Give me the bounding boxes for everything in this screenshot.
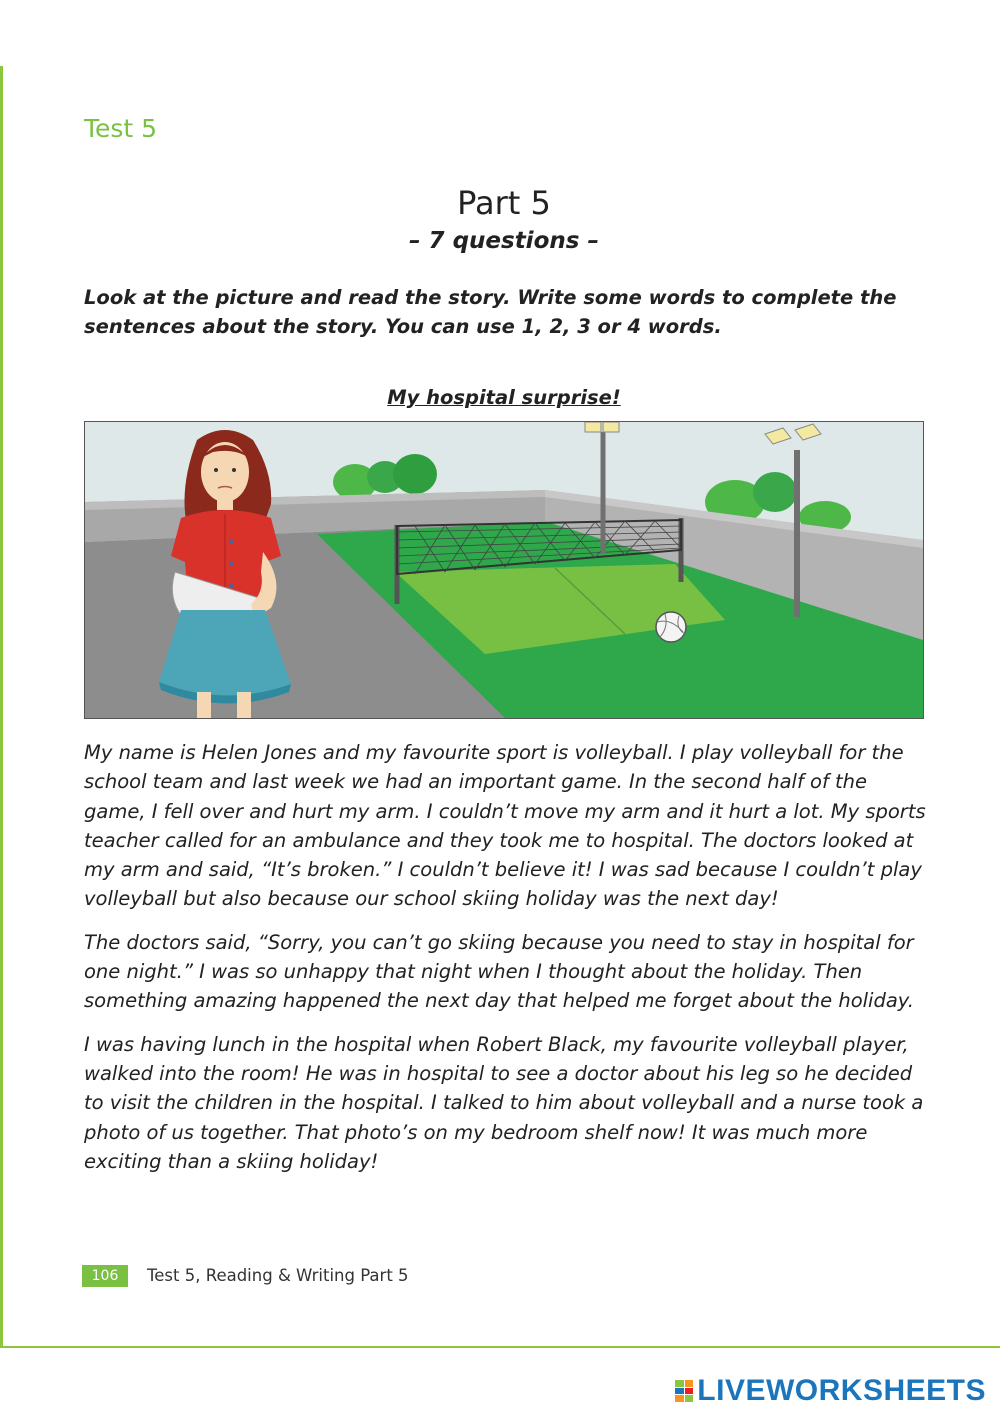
left-margin-rule: [0, 66, 3, 1346]
story-paragraph-2: The doctors said, “Sorry, you can’t go skiing because you need to stay in hospital for one night.” I was so unhappy that night when I thought about the holiday. Then something amazing happened the next day that helped me forget about the holiday.: [84, 930, 915, 1013]
page-number: 106: [82, 1265, 128, 1287]
part-title: Part 5: [457, 184, 551, 222]
bottom-rule: [0, 1346, 1000, 1348]
story-paragraph-3: I was having lunch in the hospital when Robert Black, my favourite volleyball player, walked into the room! He was in hospital to see a doctor about his leg so he decided to visit the children in the hospital. I talked to him about volleyball and a nurse took a photo of us together. That photo’s on my bedroom shelf now! It was much more exciting than a skiing holiday!: [84, 1032, 924, 1173]
liveworksheets-logo: [675, 1374, 986, 1408]
footer-caption: Test 5, Reading & Writing Part 5: [147, 1266, 409, 1285]
liveworksheets-wordmark: LIVEWORKSHEETS: [697, 1374, 986, 1407]
volleyball-court-scene: [85, 422, 923, 718]
story-illustration: [84, 421, 924, 719]
story-text: [84, 738, 934, 1190]
story-title: My hospital surprise!: [387, 386, 621, 409]
instructions: Look at the picture and read the story. Write some words to complete the sentences about the story. You can use 1, 2, 3 or 4 words.: [84, 286, 897, 338]
volleyball-icon: [656, 612, 686, 642]
part-subtitle: – 7 questions –: [409, 228, 599, 254]
story-paragraph-1: My name is Helen Jones and my favourite sport is volleyball. I play volleyball for the school team and last week we had an important game. In the second half of the game, I fell over and hurt my arm. I couldn’t move my arm and it hurt a lot. My sports teacher called for an ambulance and they took me to hospital. The doctors looked at my arm and said, “It’s broken.” I couldn’t believe it! I was sad because I couldn’t play volleyball but also because our school skiing holiday was the next day!: [84, 741, 926, 911]
liveworksheets-mark-icon: [675, 1380, 693, 1402]
test-label: Test 5: [84, 114, 158, 143]
